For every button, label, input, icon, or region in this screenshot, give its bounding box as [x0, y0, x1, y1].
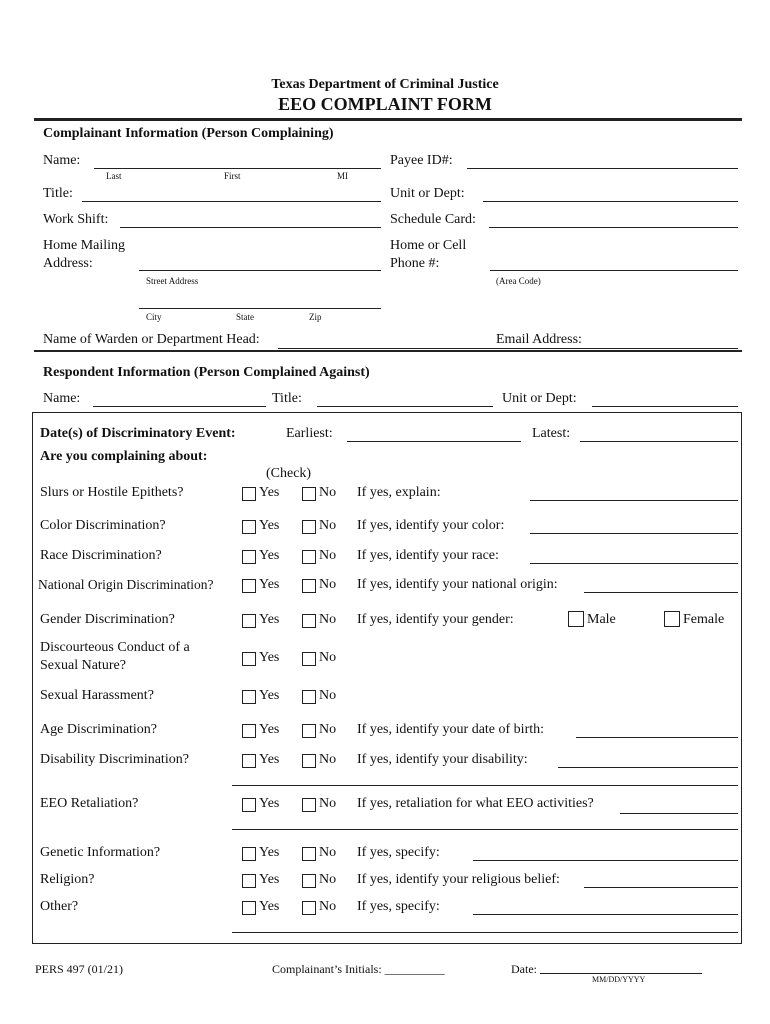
date-label: Date:	[511, 962, 537, 976]
genetic-field[interactable]	[473, 860, 738, 861]
gender-yes-checkbox[interactable]	[242, 614, 256, 628]
retaliation-no-checkbox[interactable]	[302, 798, 316, 812]
disability-extra-line[interactable]	[232, 785, 738, 786]
respondent-name-field[interactable]	[93, 406, 266, 407]
initials-label: Complainant’s Initials: __________	[272, 962, 445, 976]
discourteous-no-label: No	[319, 650, 337, 665]
religion-followup: If yes, identify your religious belief:	[357, 872, 560, 887]
earliest-date-field[interactable]	[347, 441, 521, 442]
question-disability: Disability Discrimination?	[40, 752, 189, 767]
shift-label: Work Shift:	[43, 212, 109, 227]
race-no-label: No	[319, 548, 337, 563]
harassment-no-checkbox[interactable]	[302, 690, 316, 704]
disability-no-checkbox[interactable]	[302, 754, 316, 768]
earliest-label: Earliest:	[286, 426, 333, 441]
color-no-label: No	[319, 518, 337, 533]
question-national-origin: National Origin Discrimination?	[38, 577, 214, 592]
disability-no-label: No	[319, 752, 337, 767]
slurs-no-checkbox[interactable]	[302, 487, 316, 501]
other-yes-label: Yes	[259, 899, 280, 914]
retaliation-yes-checkbox[interactable]	[242, 798, 256, 812]
warden-email-field[interactable]	[278, 348, 738, 349]
disability-yes-label: Yes	[259, 752, 280, 767]
race-no-checkbox[interactable]	[302, 550, 316, 564]
retaliation-followup: If yes, retaliation for what EEO activities?	[357, 796, 594, 811]
question-color: Color Discrimination?	[40, 518, 166, 533]
phone-label-line2: Phone #:	[390, 256, 440, 271]
phone-label-line1: Home or Cell	[390, 238, 467, 253]
genetic-no-checkbox[interactable]	[302, 847, 316, 861]
last-name-caption: Last	[106, 171, 122, 181]
complainant-title-field[interactable]	[82, 201, 381, 202]
slurs-yes-label: Yes	[259, 485, 280, 500]
warden-label: Name of Warden or Department Head:	[43, 332, 260, 347]
gender-yes-label: Yes	[259, 612, 280, 627]
race-yes-checkbox[interactable]	[242, 550, 256, 564]
color-followup: If yes, identify your color:	[357, 518, 505, 533]
genetic-yes-label: Yes	[259, 845, 280, 860]
phone-field[interactable]	[490, 270, 738, 271]
harassment-yes-label: Yes	[259, 688, 280, 703]
other-no-label: No	[319, 899, 337, 914]
discourteous-yes-checkbox[interactable]	[242, 652, 256, 666]
question-harassment: Sexual Harassment?	[40, 688, 154, 703]
national-yes-label: Yes	[259, 577, 280, 592]
national-followup: If yes, identify your national origin:	[357, 577, 558, 592]
check-label: (Check)	[266, 466, 312, 481]
race-yes-label: Yes	[259, 548, 280, 563]
city-caption: City	[146, 312, 162, 322]
agency-name: Texas Department of Criminal Justice	[271, 77, 499, 92]
respondent-unit-field[interactable]	[592, 406, 738, 407]
age-yes-checkbox[interactable]	[242, 724, 256, 738]
question-slurs: Slurs or Hostile Epithets?	[40, 485, 184, 500]
unit-label: Unit or Dept:	[390, 186, 465, 201]
harassment-no-label: No	[319, 688, 337, 703]
complainant-name-field[interactable]	[94, 168, 381, 169]
other-yes-checkbox[interactable]	[242, 901, 256, 915]
gender-no-label: No	[319, 612, 337, 627]
question-other: Other?	[40, 899, 79, 914]
national-no-label: No	[319, 577, 337, 592]
genetic-no-label: No	[319, 845, 337, 860]
street-address-caption: Street Address	[146, 276, 199, 286]
religion-yes-checkbox[interactable]	[242, 874, 256, 888]
question-race: Race Discrimination?	[40, 548, 162, 563]
color-no-checkbox[interactable]	[302, 520, 316, 534]
age-followup: If yes, identify your date of birth:	[357, 722, 545, 737]
discourteous-yes-label: Yes	[259, 650, 280, 665]
schedule-card-field[interactable]	[489, 227, 738, 228]
form-id: PERS 497 (01/21)	[35, 962, 124, 976]
age-no-label: No	[319, 722, 337, 737]
retaliation-field[interactable]	[620, 813, 738, 814]
address-label-line2: Address:	[43, 256, 93, 271]
latest-label: Latest:	[532, 426, 571, 441]
payee-id-field[interactable]	[467, 168, 738, 169]
age-no-checkbox[interactable]	[302, 724, 316, 738]
schedule-label: Schedule Card:	[390, 212, 476, 227]
color-yes-checkbox[interactable]	[242, 520, 256, 534]
other-field[interactable]	[473, 914, 738, 915]
disability-followup: If yes, identify your disability:	[357, 752, 528, 767]
respondent-title-field[interactable]	[317, 406, 493, 407]
other-followup: If yes, specify:	[357, 899, 440, 914]
slurs-explain-field[interactable]	[530, 500, 738, 501]
religion-yes-label: Yes	[259, 872, 280, 887]
color-yes-label: Yes	[259, 518, 280, 533]
slurs-no-label: No	[319, 485, 337, 500]
other-no-checkbox[interactable]	[302, 901, 316, 915]
national-yes-checkbox[interactable]	[242, 579, 256, 593]
harassment-yes-checkbox[interactable]	[242, 690, 256, 704]
retaliation-no-label: No	[319, 796, 337, 811]
slurs-followup: If yes, explain:	[357, 485, 441, 500]
religion-no-checkbox[interactable]	[302, 874, 316, 888]
header-rule	[34, 118, 742, 121]
state-caption: State	[236, 312, 254, 322]
first-name-caption: First	[224, 171, 241, 181]
question-discourteous-line1: Discourteous Conduct of a	[40, 640, 190, 655]
question-gender: Gender Discrimination?	[40, 612, 175, 627]
latest-date-field[interactable]	[580, 441, 738, 442]
question-religion: Religion?	[40, 872, 95, 887]
street-address-field[interactable]	[139, 270, 381, 271]
question-age: Age Discrimination?	[40, 722, 158, 737]
retaliation-extra-line[interactable]	[232, 829, 738, 830]
female-label: Female	[683, 612, 725, 627]
complainant-section-title: Complainant Information (Person Complaining)	[43, 126, 334, 141]
date-of-birth-field[interactable]	[576, 737, 738, 738]
race-followup: If yes, identify your race:	[357, 548, 499, 563]
retaliation-yes-label: Yes	[259, 796, 280, 811]
male-checkbox[interactable]	[568, 611, 584, 627]
national-origin-field[interactable]	[584, 592, 738, 593]
male-label: Male	[587, 612, 616, 627]
religion-no-label: No	[319, 872, 337, 887]
female-checkbox[interactable]	[664, 611, 680, 627]
area-code-caption: (Area Code)	[496, 276, 541, 286]
gender-no-checkbox[interactable]	[302, 614, 316, 628]
section-rule	[34, 350, 742, 352]
name-label: Name:	[43, 153, 81, 168]
religion-field[interactable]	[584, 887, 738, 888]
work-shift-field[interactable]	[120, 227, 381, 228]
national-no-checkbox[interactable]	[302, 579, 316, 593]
color-field[interactable]	[530, 533, 738, 534]
genetic-followup: If yes, specify:	[357, 845, 440, 860]
title-label: Title:	[43, 186, 73, 201]
payee-label: Payee ID#:	[390, 153, 453, 168]
date-format-caption: MM/DD/YYYY	[592, 975, 646, 984]
mi-caption: MI	[337, 171, 348, 181]
slurs-yes-checkbox[interactable]	[242, 487, 256, 501]
respondent-section-title: Respondent Information (Person Complained Against)	[43, 365, 370, 380]
form-title: EEO COMPLAINT FORM	[278, 94, 492, 114]
complainant-unit-field[interactable]	[483, 201, 738, 202]
signature-date-field[interactable]	[540, 973, 702, 974]
age-yes-label: Yes	[259, 722, 280, 737]
gender-followup: If yes, identify your gender:	[357, 612, 514, 627]
discourteous-no-checkbox[interactable]	[302, 652, 316, 666]
genetic-yes-checkbox[interactable]	[242, 847, 256, 861]
respondent-title-label: Title:	[272, 391, 302, 406]
disability-field[interactable]	[558, 767, 738, 768]
respondent-name-label: Name:	[43, 391, 81, 406]
question-retaliation: EEO Retaliation?	[40, 796, 139, 811]
respondent-unit-label: Unit or Dept:	[502, 391, 577, 406]
other-extra-line[interactable]	[232, 932, 738, 933]
question-discourteous-line2: Sexual Nature?	[40, 658, 126, 673]
complaining-label: Are you complaining about:	[40, 449, 208, 464]
email-label: Email Address:	[496, 332, 582, 347]
zip-caption: Zip	[309, 312, 322, 322]
question-genetic: Genetic Information?	[40, 845, 161, 860]
dates-label: Date(s) of Discriminatory Event:	[40, 426, 236, 441]
race-field[interactable]	[530, 563, 738, 564]
city-state-zip-field[interactable]	[139, 308, 381, 309]
address-label-line1: Home Mailing	[43, 238, 126, 253]
disability-yes-checkbox[interactable]	[242, 754, 256, 768]
